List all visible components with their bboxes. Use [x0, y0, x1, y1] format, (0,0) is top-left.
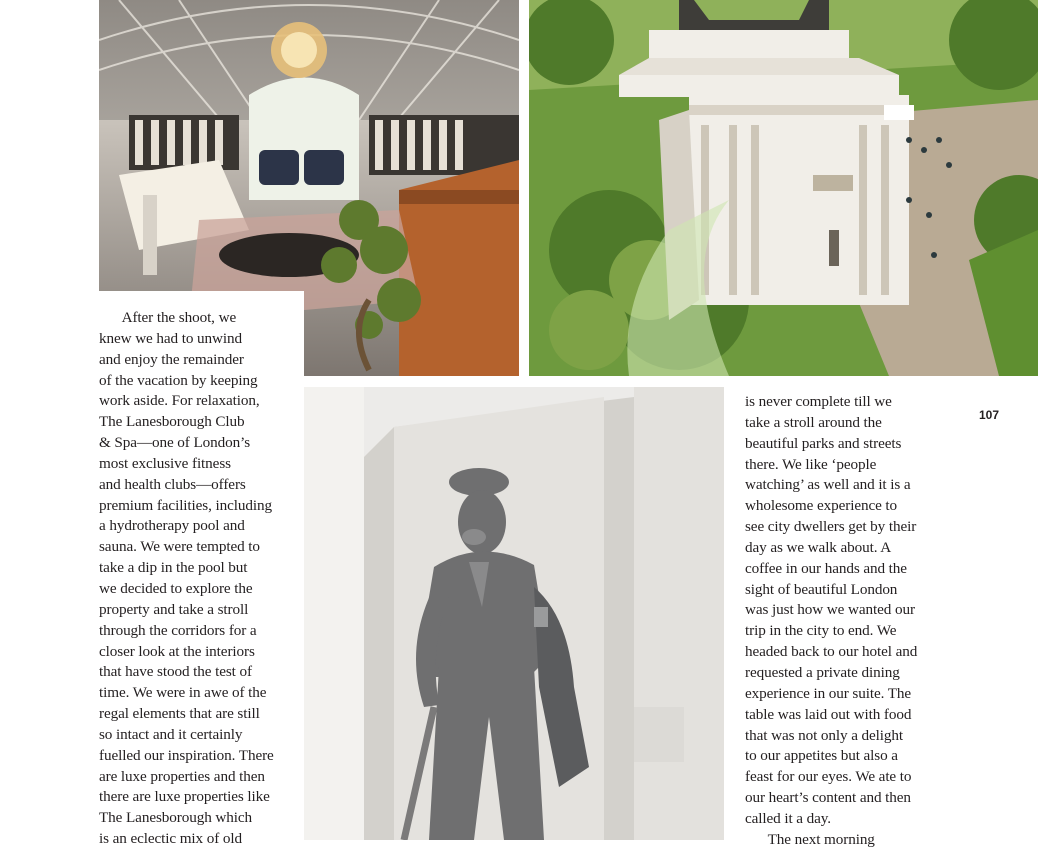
article-line: property and take a stroll — [99, 600, 249, 618]
article-line: table was laid out with food — [745, 705, 912, 723]
article-line: requested a private dining — [745, 663, 900, 681]
article-line: coffee in our hands and the — [745, 559, 907, 577]
article-line: sauna. We were tempted to — [99, 538, 260, 556]
article-line: we decided to explore the — [99, 579, 253, 597]
article-line: The Lanesborough which — [99, 809, 253, 827]
article-line: that was not only a delight — [745, 726, 904, 744]
article-line: fuelled our inspiration. There — [99, 746, 274, 764]
article-column-left — [99, 308, 299, 850]
article-line: headed back to our hotel and — [745, 643, 918, 661]
article-line: there. We like ‘people — [745, 455, 877, 473]
article-line: see city dwellers get by their — [745, 518, 917, 536]
article-line: knew we had to unwind — [99, 329, 242, 347]
article-line: so intact and it certainly — [99, 725, 243, 743]
article-line: sight of beautiful London — [745, 580, 898, 598]
article-line: are luxe properties and then — [99, 767, 265, 785]
article-line: regal elements that are still — [99, 705, 260, 723]
article-line: experience in our suite. The — [745, 684, 912, 702]
article-line: work aside. For relaxation, — [99, 392, 260, 410]
article-line: day as we walk about. A — [745, 538, 892, 556]
article-line: closer look at the interiors — [99, 642, 255, 660]
article-line: was just how we wanted our — [745, 601, 915, 619]
article-line: premium facilities, including — [99, 496, 272, 514]
statue-photo — [304, 387, 724, 840]
article-line: & Spa—one of London’s — [99, 434, 251, 452]
article-line: through the corridors for a — [99, 621, 257, 639]
article-line: The Lanesborough Club — [99, 413, 245, 431]
article-line: is an eclectic mix of old — [99, 830, 242, 848]
article-column-right — [745, 392, 945, 851]
article-line: and health clubs—offers — [99, 475, 246, 493]
article-line: and enjoy the remainder — [99, 350, 244, 368]
article-line: After the shoot, we — [99, 309, 237, 326]
article-line: that have stood the test of — [99, 663, 252, 681]
article-line: most exclusive fitness — [99, 454, 231, 472]
article-line: The next morning — [745, 830, 875, 848]
article-line: there are luxe properties like — [99, 788, 270, 806]
article-line: wholesome experience to — [745, 497, 898, 515]
article-line: take a stroll around the — [745, 413, 882, 431]
article-line: to our appetites but also a — [745, 747, 898, 765]
wellington-arch-photo — [529, 0, 1038, 376]
article-line: our heart’s content and then — [745, 789, 911, 807]
article-line: feast for our eyes. We ate to — [745, 768, 912, 786]
article-line: of the vacation by keeping — [99, 371, 258, 389]
article-line: a hydrotherapy pool and — [99, 517, 245, 535]
article-line: watching’ as well and it is a — [745, 476, 911, 494]
article-line: take a dip in the pool but — [99, 559, 248, 577]
article-line: is never complete till we — [745, 393, 892, 410]
article-line: called it a day. — [745, 809, 831, 827]
article-line: time. We were in awe of the — [99, 684, 267, 702]
article-line: trip in the city to end. We — [745, 622, 897, 640]
page-number: 107 — [979, 408, 1000, 422]
article-line: beautiful parks and streets — [745, 434, 902, 452]
